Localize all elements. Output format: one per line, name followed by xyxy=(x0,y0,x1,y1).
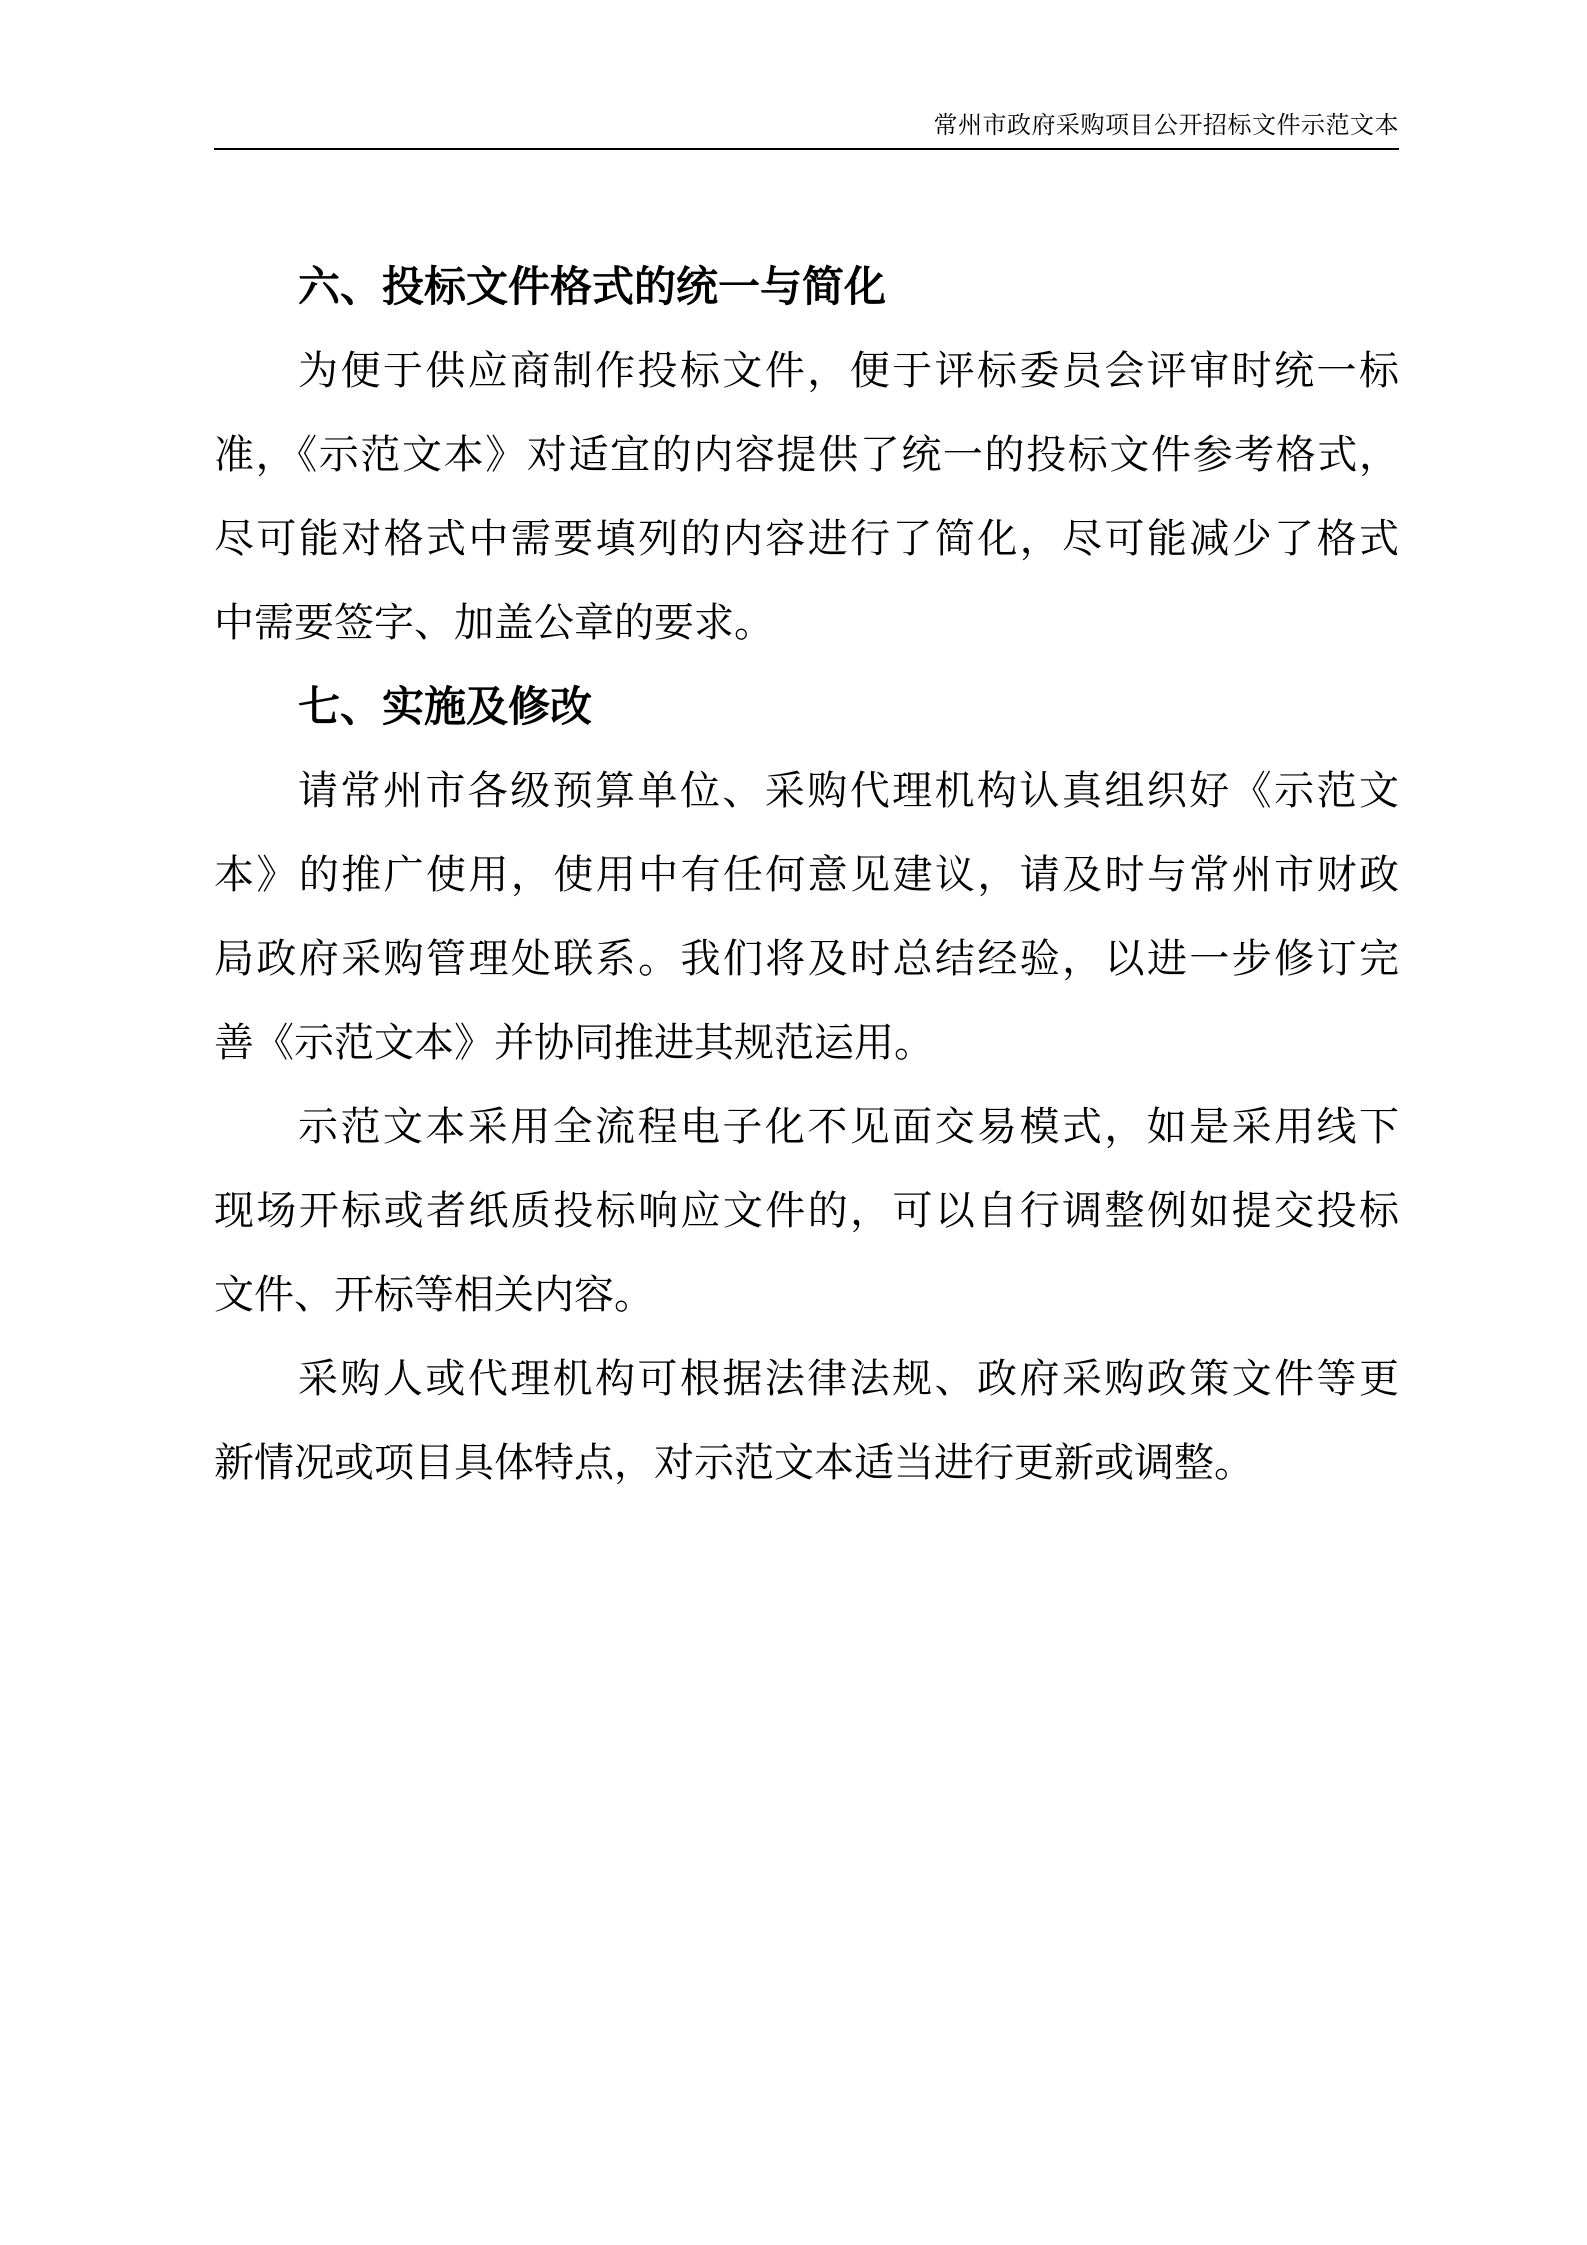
paragraph-line: 请常州市各级预算单位、采购代理机构认真组织好《示范文 xyxy=(298,768,1399,814)
paragraph-electronic-mode xyxy=(214,1085,1399,1337)
paragraph-line: 准，《示范文本》对适宜的内容提供了统一的投标文件参考格式， xyxy=(214,432,1399,478)
header-title: 常州市政府采购项目公开招标文件示范文本 xyxy=(933,111,1399,139)
paragraph-line: 示范文本采用全流程电子化不见面交易模式，如是采用线下 xyxy=(298,1104,1399,1150)
paragraph-updates xyxy=(214,1337,1399,1505)
paragraph-line: 尽可能对格式中需要填列的内容进行了简化，尽可能减少了格式 xyxy=(214,516,1399,562)
paragraph-line: 善《示范文本》并协同推进其规范运用。 xyxy=(214,1020,934,1066)
paragraph-line: 文件、开标等相关内容。 xyxy=(214,1272,654,1318)
paragraph-line: 为便于供应商制作投标文件，便于评标委员会评审时统一标 xyxy=(298,348,1399,394)
paragraph-format-simplification xyxy=(214,329,1399,665)
paragraph-line: 采购人或代理机构可根据法律法规、政府采购政策文件等更 xyxy=(298,1356,1399,1402)
section-heading-six: 六、投标文件格式的统一与简化 xyxy=(298,262,887,311)
page-header xyxy=(214,110,1399,150)
paragraph-line: 局政府采购管理处联系。我们将及时总结经验，以进一步修订完 xyxy=(214,936,1399,982)
paragraph-implementation xyxy=(214,749,1399,1085)
paragraph-line: 新情况或项目具体特点，对示范文本适当进行更新或调整。 xyxy=(214,1440,1254,1486)
paragraph-line: 现场开标或者纸质投标响应文件的，可以自行调整例如提交投标 xyxy=(214,1188,1399,1234)
paragraph-line: 本》的推广使用，使用中有任何意见建议，请及时与常州市财政 xyxy=(214,852,1399,898)
paragraph-line: 中需要签字、加盖公章的要求。 xyxy=(214,600,774,646)
document-body xyxy=(214,245,1399,1505)
section-heading-seven: 七、实施及修改 xyxy=(298,682,593,731)
